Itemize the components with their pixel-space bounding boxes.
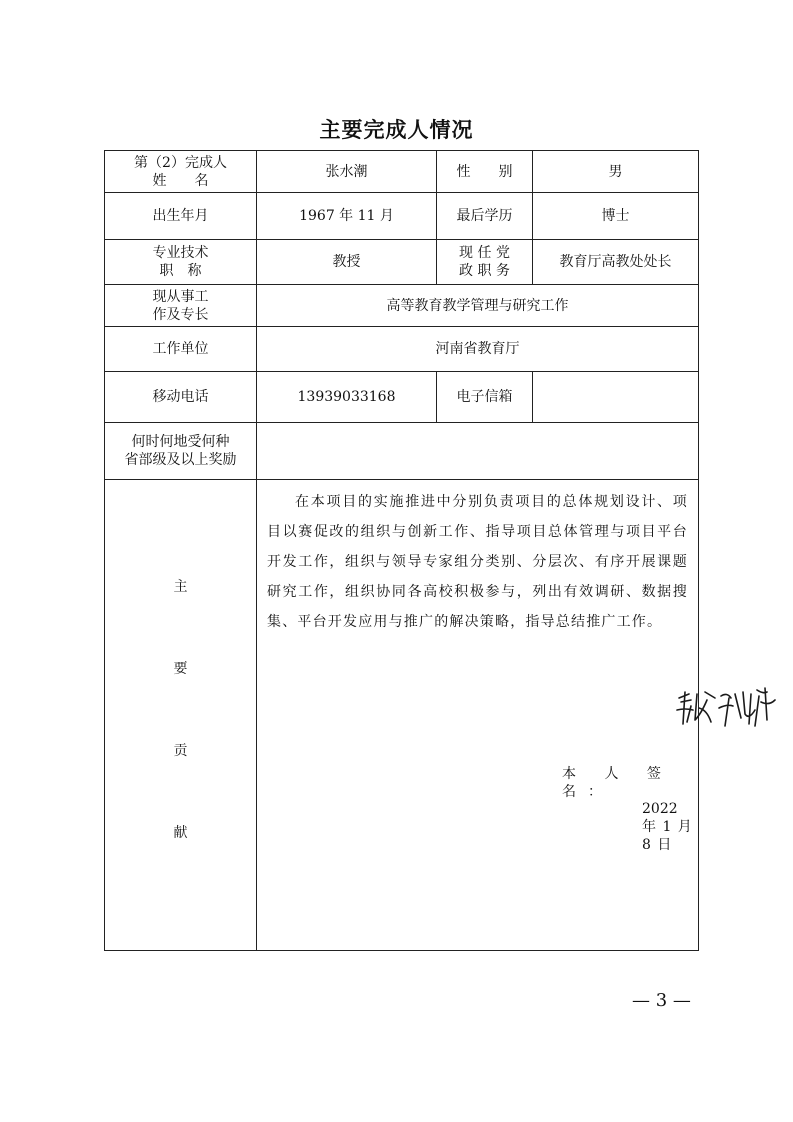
contribution-label — [105, 480, 257, 951]
gender-label: 性 别 — [437, 151, 533, 193]
birth-value: 1967 年 11 月 — [257, 193, 437, 240]
position-label: 现 任 党 政 职 务 — [437, 240, 533, 285]
signature-label: 本 人 签 名： — [562, 766, 673, 800]
position-value: 教育厅高教处处长 — [533, 240, 699, 285]
completion-person-table — [104, 150, 699, 951]
rank-name-label: 第（2）完成人 姓 名 — [105, 151, 257, 193]
contribution-text: 在本项目的实施推进中分别负责项目的总体规划设计、项目以赛促改的组织与创新工作、指导项目总体管理与项目平台开发工作，组织与领导专家组分类别、分层次、有序开展课题研究工作，组织协同各高校积极参与，列出有效调研、数据搜集、平台开发应用与推广的解决策略，指导总结推广工作。 — [267, 494, 688, 630]
title-label: 专业技术 职 称 — [105, 240, 257, 285]
phone-label: 移动电话 — [105, 372, 257, 423]
contribution-char: 贡 — [173, 743, 188, 759]
contribution-char: 献 — [173, 825, 188, 841]
education-value: 博士 — [533, 193, 699, 240]
awards-value — [257, 423, 699, 480]
email-value — [533, 372, 699, 423]
page-number: — 3 — — [632, 990, 691, 1011]
title-value: 教授 — [257, 240, 437, 285]
phone-value: 13939033168 — [257, 372, 437, 423]
page-title: 主要完成人情况 — [319, 118, 474, 142]
contribution-cell — [257, 480, 699, 951]
email-label: 电子信箱 — [437, 372, 533, 423]
workplace-value: 河南省教育厅 — [257, 327, 699, 372]
table-row — [105, 193, 699, 240]
gender-value: 男 — [533, 151, 699, 193]
specialty-label: 现从事工 作及专长 — [105, 285, 257, 327]
table-row — [105, 480, 699, 951]
signature-date: 2022 年 1 月 8 日 — [642, 801, 692, 853]
table-row — [105, 240, 699, 285]
table-row — [105, 285, 699, 327]
birth-label: 出生年月 — [105, 193, 257, 240]
table-row — [105, 151, 699, 193]
table-row — [105, 423, 699, 480]
contribution-char: 主 — [173, 579, 188, 595]
table-row — [105, 327, 699, 372]
workplace-label: 工作单位 — [105, 327, 257, 372]
contribution-char: 要 — [173, 661, 188, 677]
awards-label: 何时何地受何种 省部级及以上奖励 — [105, 423, 257, 480]
table-row — [105, 372, 699, 423]
name-value: 张水潮 — [257, 151, 437, 193]
handwritten-signature — [671, 680, 781, 730]
specialty-value: 高等教育教学管理与研究工作 — [257, 285, 699, 327]
education-label: 最后学历 — [437, 193, 533, 240]
